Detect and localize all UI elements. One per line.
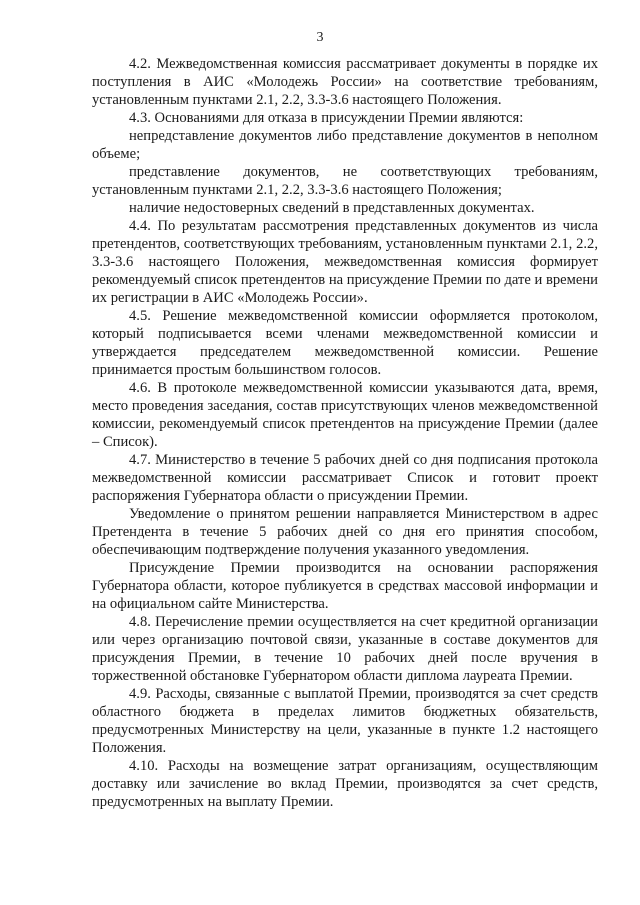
paragraph-4-8: 4.8. Перечисление премии осуществляется на счет кредитной организации или через организацию почтовой связи, указанные в составе документов для присуждения Премии, в течение 10 рабочих дней после вручения в торжественной обстановке Губернатором области диплома лауреата Премии. <box>92 614 598 684</box>
document-body <box>92 55 598 811</box>
paragraph-4-3-item-3: наличие недостоверных сведений в представленных документах. <box>129 200 535 216</box>
paragraph-4-6: 4.6. В протоколе межведомственной комиссии указываются дата, время, место проведения заседания, состав присутствующих членов межведомственной комиссии, рекомендуемый список претендентов на присуждение Премии (далее – Список). <box>92 380 598 450</box>
paragraph-4-3: 4.3. Основаниями для отказа в присуждении Премии являются: <box>129 110 524 126</box>
paragraph-4-9: 4.9. Расходы, связанные с выплатой Премии, производятся за счет средств областного бюджета в пределах лимитов бюджетных обязательств, предусмотренных Министерству на цели, указанные в пункте 1.2 настоящего Положения. <box>92 686 598 756</box>
paragraph-4-2: 4.2. Межведомственная комиссия рассматривает документы в порядке их поступления в АИС «Молодежь России» на соответствие требованиям, установленным пунктами 2.1, 2.2, 3.3-3.6 настоящего Положения. <box>92 56 598 108</box>
paragraph-4-10: 4.10. Расходы на возмещение затрат организациям, осуществляющим доставку или зачисление во вклад Премии, производятся за счет средств, предусмотренных на выплату Премии. <box>92 758 598 810</box>
paragraph-4-4: 4.4. По результатам рассмотрения представленных документов из числа претендентов, соответствующих требованиям, установленным пунктами 2.1, 2.2, 3.3-3.6 настоящего Положения, межведомственная комиссия формирует рекомендуемый список претендентов на присуждение Премии по дате и времени их регистрации в АИС «Молодежь России». <box>92 218 598 306</box>
paragraph-4-3-item-2: представление документов, не соответствующих требованиям, установленным пунктами 2.1, 2.2, 3.3-3.6 настоящего Положения; <box>92 164 598 198</box>
paragraph-4-7: 4.7. Министерство в течение 5 рабочих дней со дня подписания протокола межведомственной комиссии рассматривает Список и готовит проект распоряжения Губернатора области о присуждении Премии. <box>92 452 598 504</box>
paragraph-4-7-award: Присуждение Премии производится на основании распоряжения Губернатора области, которое публикуется в средствах массовой информации и на официальном сайте Министерства. <box>92 560 598 612</box>
page-number: 3 <box>316 30 324 45</box>
paragraph-4-7-notification: Уведомление о принятом решении направляется Министерством в адрес Претендента в течение 5 рабочих дней со дня его принятия способом, обеспечивающим подтверждение получения указанного уведомления. <box>92 506 598 558</box>
paragraph-4-5: 4.5. Решение межведомственной комиссии оформляется протоколом, который подписывается всеми членами межведомственной комиссии и утверждается председателем межведомственной комиссии. Решение принимается простым большинством голосов. <box>92 308 598 378</box>
paragraph-4-3-item-1: непредставление документов либо представление документов в неполном объеме; <box>92 128 598 162</box>
